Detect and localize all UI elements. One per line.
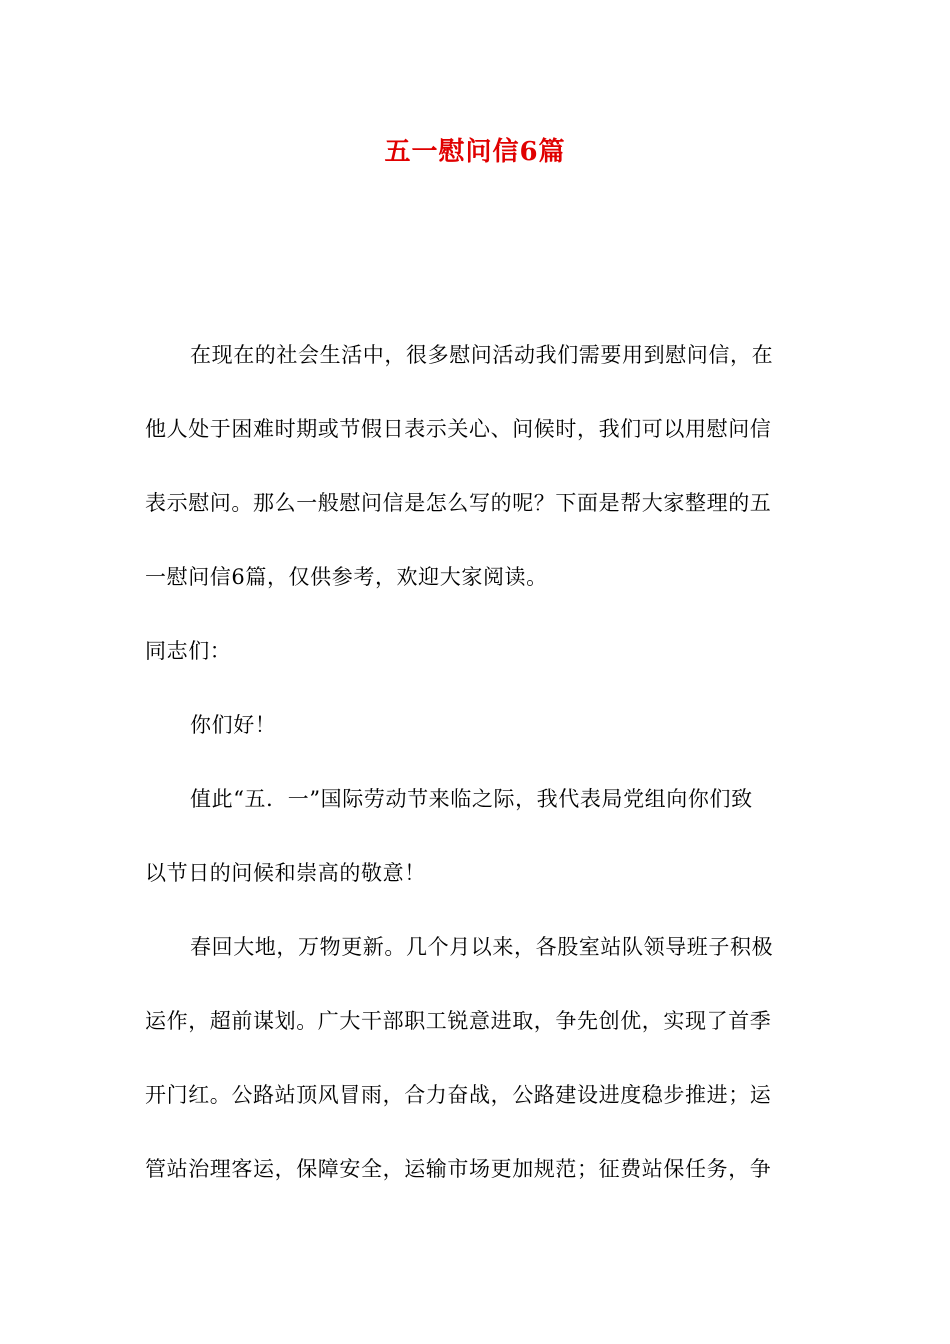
salutation: 同志们： (145, 639, 232, 663)
greeting: 你们好！ (190, 713, 277, 737)
paragraph-line-7: 值此“五．一”国际劳动节来临之际，我代表局党组向你们致 (190, 787, 753, 811)
paragraph-line-9: 春回大地，万物更新。几个月以来，各股室站队领导班子积极 (190, 935, 774, 959)
paragraph-line-12: 管站治理客运，保障安全，运输市场更加规范；征费站保任务，争 (145, 1157, 772, 1181)
paragraph-line-4: 一慰问信6篇，仅供参考，欢迎大家阅读。 (145, 565, 548, 589)
paragraph-line-1: 在现在的社会生活中，很多慰问活动我们需要用到慰问信，在 (190, 343, 774, 367)
paragraph-line-3: 表示慰问。那么一般慰问信是怎么写的呢？下面是帮大家整理的五 (145, 491, 772, 515)
document-body (145, 318, 810, 1206)
paragraph-line-2: 他人处于困难时期或节假日表示关心、问候时，我们可以用慰问信 (145, 417, 772, 441)
paragraph-line-10: 运作，超前谋划。广大干部职工锐意进取，争先创优，实现了首季 (145, 1009, 772, 1033)
paragraph-line-11: 开门红。公路站顶风冒雨，合力奋战，公路建设进度稳步推进；运 (145, 1083, 772, 1107)
document-title: 五一慰问信6篇 (384, 137, 566, 167)
paragraph-line-8: 以节日的问候和崇高的敬意！ (145, 861, 426, 885)
